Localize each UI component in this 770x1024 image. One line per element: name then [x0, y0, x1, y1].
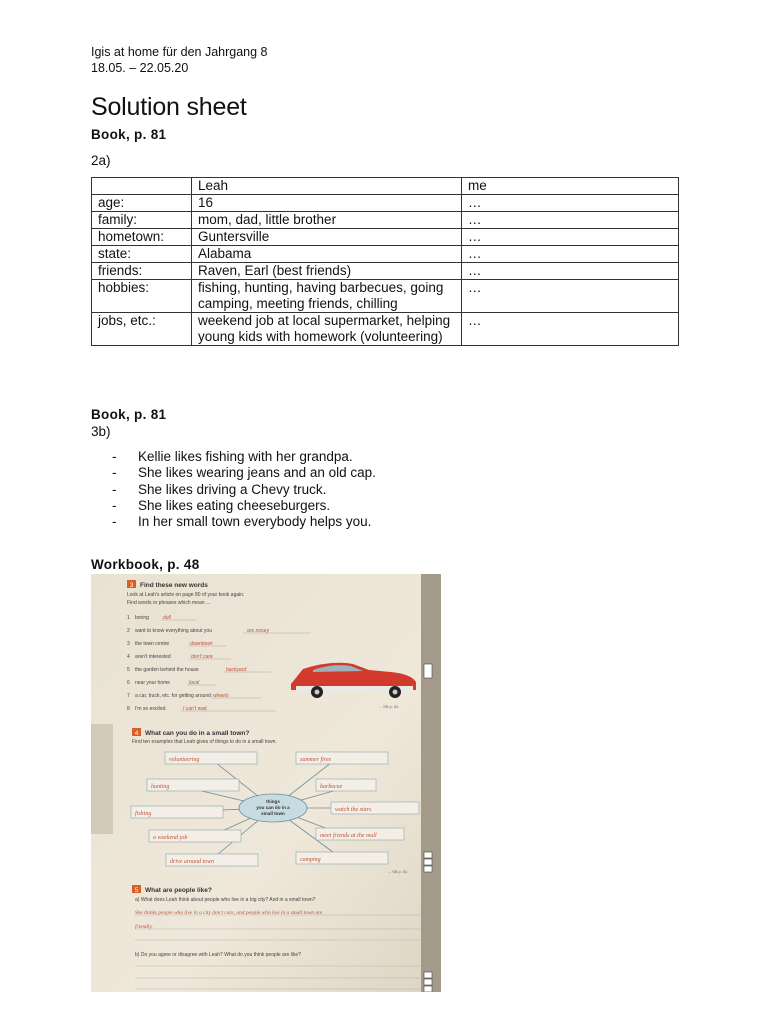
section-heading-book-81: Book, p. 81 — [91, 127, 167, 142]
handwritten-answer: barbecue — [320, 784, 343, 790]
list-item: - She likes eating cheeseburgers. — [112, 498, 376, 514]
row-label: age: — [92, 195, 192, 212]
me-value: … — [462, 195, 679, 212]
handwritten-answer: local — [189, 680, 200, 686]
handwritten-answer: drive around town — [170, 859, 215, 865]
item-number: 5 — [127, 667, 130, 673]
page-title: Solution sheet — [91, 93, 247, 121]
table-header-cell — [92, 178, 192, 195]
handwritten-answer: dull — [163, 615, 171, 621]
section-heading-book-81-second: Book, p. 81 — [91, 407, 167, 422]
exercise-title: What can you do in a small town? — [145, 730, 250, 737]
list-item: - She likes wearing jeans and an old cap. — [112, 465, 376, 481]
page-reference: → SB p. 81 — [378, 704, 399, 709]
header-dates: 18.05. – 22.05.20 — [91, 61, 189, 75]
handwritten-answer: summer fires — [300, 757, 331, 763]
leah-value: fishing, hunting, having barbecues, going camping, meeting friends, chilling — [192, 280, 462, 313]
item-prompt: boring — [135, 615, 149, 621]
handwritten-answer: are nosey — [247, 628, 269, 634]
me-value: … — [462, 246, 679, 263]
table-row — [92, 229, 679, 246]
leah-value: Alabama — [192, 246, 462, 263]
tab-marker — [424, 664, 432, 678]
book-edge — [421, 574, 441, 992]
list-item: - Kellie likes fishing with her grandpa. — [112, 449, 376, 465]
exercise-title: Find these new words — [140, 582, 208, 589]
handwritten-answer: She thinks people who live in a city don't care, and people who live in a small town are — [135, 910, 323, 916]
list-item: - In her small town everybody helps you. — [112, 514, 376, 530]
workbook-page-photo — [91, 574, 441, 992]
me-value: … — [462, 313, 679, 346]
item-number: 7 — [127, 693, 130, 699]
handwritten-answer: fishing — [135, 811, 152, 817]
page-reference: → SB p. 81 — [387, 869, 408, 874]
handwritten-answer: I can't wait. — [183, 706, 208, 712]
table-header-row — [92, 178, 679, 195]
center-label: things — [266, 799, 280, 804]
row-label: state: — [92, 246, 192, 263]
me-value: … — [462, 229, 679, 246]
handwritten-answer: wheels — [213, 693, 229, 699]
item-number: 4 — [127, 654, 130, 660]
item-prompt: the garden behind the house — [135, 667, 199, 673]
table-row — [92, 280, 679, 313]
item-prompt: the town centre — [135, 641, 170, 647]
table-header-cell: Leah — [192, 178, 462, 195]
handwritten-answer: meet friends at the mall — [320, 833, 377, 839]
row-label: hometown: — [92, 229, 192, 246]
handwritten-answer: camping — [300, 857, 321, 863]
handwritten-answer: watch the stars — [335, 807, 372, 813]
leah-value: weekend job at local supermarket, helping young kids with homework (volunteering) — [192, 313, 462, 346]
exercise-number: 5 — [134, 887, 139, 894]
row-label: family: — [92, 212, 192, 229]
handwritten-answer: backyard — [226, 667, 247, 673]
item-number: 1 — [127, 615, 130, 621]
item-prompt: near your home — [135, 680, 171, 686]
exercise-number: 4 — [134, 730, 139, 737]
item-number: 2 — [127, 628, 130, 634]
table-row — [92, 195, 679, 212]
document-header — [91, 44, 268, 76]
answer-list — [112, 449, 376, 530]
center-label: you can do in a — [256, 805, 290, 810]
item-prompt: I'm so excited. — [135, 706, 167, 712]
me-value: … — [462, 263, 679, 280]
task-label-3b: 3b) — [91, 424, 111, 439]
item-prompt: want to know everything about you — [135, 628, 212, 634]
handwritten-answer: don't care — [191, 654, 213, 660]
exercise-number: 3 — [129, 582, 134, 589]
profile-table — [91, 177, 679, 346]
exercise-instruction: Find words or phrases which mean ... — [127, 600, 211, 606]
item-number: 3 — [127, 641, 130, 647]
exercise-title: What are people like? — [145, 887, 212, 894]
row-label: friends: — [92, 263, 192, 280]
handwritten-answer: volunteering — [169, 757, 200, 763]
handwritten-answer: friendly. — [135, 924, 153, 930]
tab-marker — [424, 852, 432, 872]
header-course: Igis at home für den Jahrgang 8 — [91, 45, 268, 59]
row-label: hobbies: — [92, 280, 192, 313]
leah-value: Raven, Earl (best friends) — [192, 263, 462, 280]
me-value: … — [462, 280, 679, 313]
center-label: small town — [261, 811, 285, 816]
handwritten-answer: hunting — [151, 784, 170, 790]
leah-value: 16 — [192, 195, 462, 212]
leah-value: mom, dad, little brother — [192, 212, 462, 229]
table-header-cell: me — [462, 178, 679, 195]
question-a: a) What does Leah think about people who live in a big city? And in a small town? — [135, 897, 316, 903]
section-heading-workbook-48: Workbook, p. 48 — [91, 557, 200, 572]
table-row — [92, 212, 679, 229]
item-prompt: a car, truck, etc. for getting around — [135, 693, 211, 699]
table-row — [92, 313, 679, 346]
table-row — [92, 263, 679, 280]
handwritten-answer: downtown — [190, 641, 213, 647]
table-row — [92, 246, 679, 263]
exercise-instruction: Find ten examples that Leah gives of things to do in a small town. — [132, 739, 277, 745]
item-prompt: aren't interested — [135, 654, 171, 660]
handwritten-answer: a weekend job — [153, 835, 188, 841]
task-label-2a: 2a) — [91, 153, 111, 168]
tab-marker — [424, 972, 432, 992]
me-value: … — [462, 212, 679, 229]
item-number: 6 — [127, 680, 130, 686]
row-label: jobs, etc.: — [92, 313, 192, 346]
exercise-instruction: Look at Leah's article on page 80 of your book again. — [127, 592, 245, 598]
page-shadow — [91, 724, 113, 834]
list-item: - She likes driving a Chevy truck. — [112, 482, 376, 498]
question-b: b) Do you agree or disagree with Leah? What do you think people are like? — [135, 952, 301, 958]
item-number: 8 — [127, 706, 130, 712]
leah-value: Guntersville — [192, 229, 462, 246]
